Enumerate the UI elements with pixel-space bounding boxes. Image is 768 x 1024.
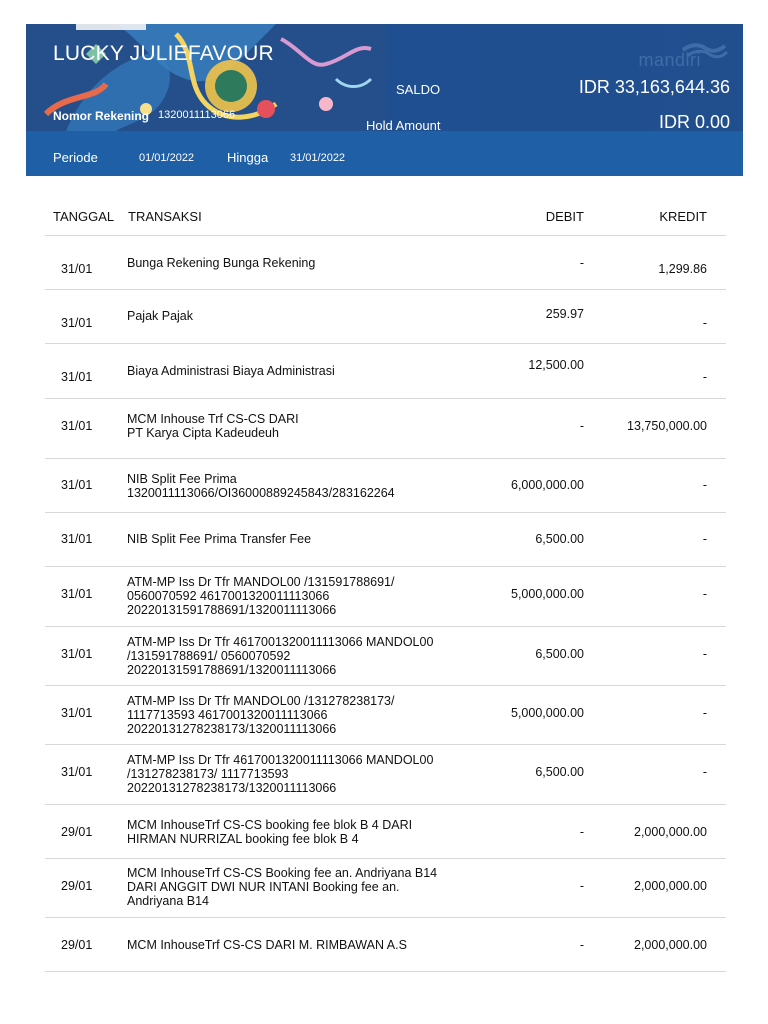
transaction-description: ATM-MP Iss Dr Tfr MANDOL00 /131278238173/ 1117713593 4617001320011113066 20220131278238173/1320011113066 <box>127 694 395 736</box>
account-number: 1320011113066 <box>158 109 236 121</box>
transaction-date: 31/01 <box>61 647 93 661</box>
transaction-debit: 6,500.00 <box>535 765 584 779</box>
transaction-description: MCM InhouseTrf CS-CS Booking fee an. Andriyana B14 DARI ANGGIT DWI NUR INTANI Booking fee an. Andriyana B14 <box>127 866 438 908</box>
transaction-debit: 5,000,000.00 <box>511 587 584 601</box>
table-row <box>45 805 726 859</box>
transaction-credit: - <box>702 478 707 492</box>
transaction-debit: - <box>579 825 584 839</box>
transaction-description: Biaya Administrasi Biaya Administrasi <box>127 364 335 378</box>
transaction-credit: 1,299.86 <box>658 262 707 276</box>
balance-value: IDR 33,163,644.36 <box>578 77 730 97</box>
transaction-date: 29/01 <box>61 825 93 839</box>
transaction-date: 31/01 <box>61 262 93 276</box>
transaction-date: 31/01 <box>61 532 93 546</box>
transaction-table <box>45 196 726 972</box>
transaction-date: 31/01 <box>61 765 93 779</box>
transaction-date: 31/01 <box>61 478 93 492</box>
table-row <box>45 236 726 290</box>
transaction-description: Bunga Rekening Bunga Rekening <box>127 256 316 270</box>
transaction-date: 29/01 <box>61 938 93 952</box>
table-row <box>45 745 726 805</box>
transaction-debit: - <box>579 879 584 893</box>
column-header-date: TANGGAL <box>53 209 115 224</box>
transaction-description: MCM InhouseTrf CS-CS booking fee blok B 4 DARI HIRMAN NURRIZAL booking fee blok B 4 <box>127 818 413 846</box>
transaction-credit: - <box>702 647 707 661</box>
transaction-debit: 6,000,000.00 <box>511 478 584 492</box>
hold-amount-value: IDR 0.00 <box>658 112 730 131</box>
table-row <box>45 567 726 627</box>
period-label: Periode <box>53 150 98 165</box>
transaction-debit: 5,000,000.00 <box>511 706 584 720</box>
transaction-debit: 6,500.00 <box>535 647 584 661</box>
column-header-debit: DEBIT <box>545 209 584 224</box>
transaction-debit: 259.97 <box>545 307 584 321</box>
account-holder-name: LUCKY JULIEFAVOUR <box>53 42 274 65</box>
transaction-credit: - <box>702 316 707 330</box>
table-row <box>45 686 726 745</box>
transaction-credit: - <box>702 765 707 779</box>
account-number-label: Nomor Rekening <box>53 109 150 123</box>
transaction-description: ATM-MP Iss Dr Tfr MANDOL00 /131591788691/ 0560070592 4617001320011113066 20220131591788691/1320011113066 <box>127 575 395 617</box>
transaction-credit: 2,000,000.00 <box>634 938 707 952</box>
column-header-transaction: TRANSAKSI <box>128 209 202 224</box>
table-row <box>45 399 726 459</box>
transaction-debit: - <box>579 419 584 433</box>
transaction-debit: - <box>579 256 584 270</box>
balance-label: SALDO <box>396 82 441 97</box>
transaction-date: 31/01 <box>61 587 93 601</box>
period-start-date: 01/01/2022 <box>139 152 195 164</box>
column-header-credit: KREDIT <box>659 209 707 224</box>
table-row <box>45 513 726 567</box>
bank-logo-text: mandiri <box>638 50 701 70</box>
transaction-credit: - <box>702 706 707 720</box>
period-until-label: Hingga <box>227 150 269 165</box>
transaction-description: ATM-MP Iss Dr Tfr 4617001320011113066 MANDOL00 /131591788691/ 0560070592 20220131591788691/1320011113066 <box>127 635 434 677</box>
transaction-credit: - <box>702 587 707 601</box>
hold-amount-label: Hold Amount <box>366 118 441 131</box>
account-header <box>26 24 743 131</box>
transaction-credit: 2,000,000.00 <box>634 825 707 839</box>
transaction-credit: 13,750,000.00 <box>627 419 707 433</box>
transaction-description: Pajak Pajak <box>127 309 194 323</box>
transaction-date: 31/01 <box>61 316 93 330</box>
table-header <box>45 196 726 236</box>
transaction-description: NIB Split Fee Prima Transfer Fee <box>127 532 312 546</box>
transaction-date: 31/01 <box>61 419 93 433</box>
period-bar <box>26 131 743 176</box>
transaction-date: 29/01 <box>61 879 93 893</box>
table-row <box>45 344 726 399</box>
table-row <box>45 627 726 686</box>
transaction-credit: 2,000,000.00 <box>634 879 707 893</box>
table-row <box>45 918 726 972</box>
transaction-description: NIB Split Fee Prima 1320011113066/OI36000889245843/283162264 <box>127 472 395 500</box>
transaction-credit: - <box>702 532 707 546</box>
table-row <box>45 290 726 344</box>
transaction-credit: - <box>702 370 707 384</box>
transaction-date: 31/01 <box>61 370 93 384</box>
transaction-debit: - <box>579 938 584 952</box>
transaction-date: 31/01 <box>61 706 93 720</box>
table-body <box>45 236 726 972</box>
table-row <box>45 859 726 918</box>
transaction-debit: 6,500.00 <box>535 532 584 546</box>
table-row <box>45 459 726 513</box>
transaction-description: MCM InhouseTrf CS-CS DARI M. RIMBAWAN A.S <box>127 938 407 952</box>
transaction-debit: 12,500.00 <box>528 358 584 372</box>
transaction-description: MCM Inhouse Trf CS-CS DARI PT Karya Cipta Kadeudeuh <box>127 412 299 440</box>
period-end-date: 31/01/2022 <box>290 152 346 164</box>
transaction-description: ATM-MP Iss Dr Tfr 4617001320011113066 MANDOL00 /131278238173/ 1117713593 20220131278238173/1320011113066 <box>127 753 434 795</box>
